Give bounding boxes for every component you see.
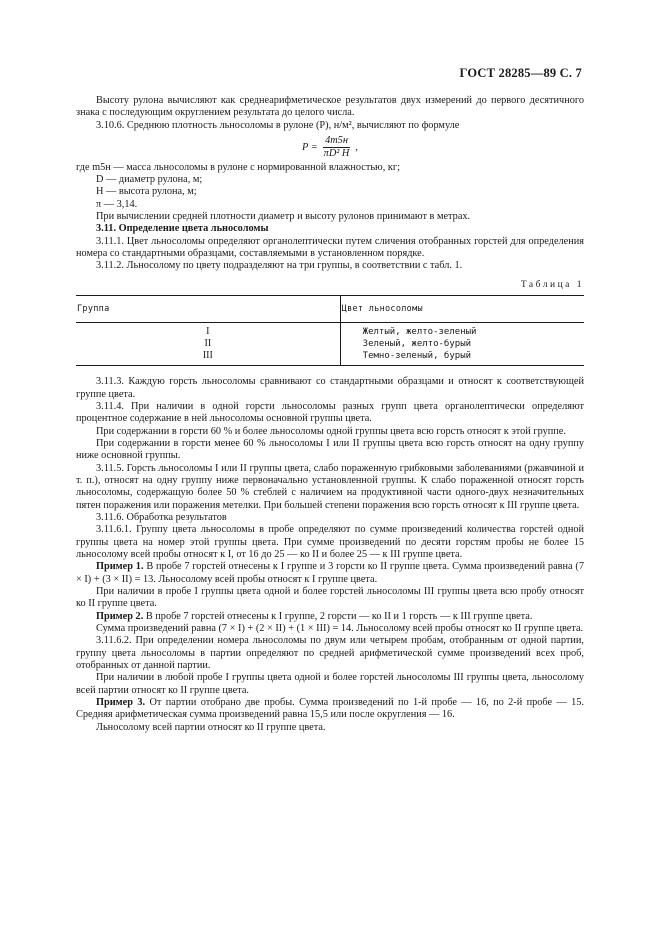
table-row — [76, 350, 584, 366]
definition-item: π — 3,14. — [96, 198, 138, 210]
example-3-label: Пример 3. — [96, 697, 146, 709]
example-1 — [76, 561, 584, 586]
example-3 — [76, 697, 584, 722]
example-2 — [76, 611, 584, 623]
paragraph-3-10-6: 3.10.6. Среднюю плотность льносоломы в рулоне (P), н/м², вычисляют по формуле — [96, 119, 460, 131]
formula-numerator: 4m5н — [323, 135, 350, 148]
table-caption: Таблица 1 — [520, 279, 584, 290]
example-2-label: Пример 2. — [96, 610, 144, 622]
paragraph-3-11-6-2: 3.11.6.2. При определении номера льносоломы по двум или четырем пробам, отобранным от одной партии, группу цвета льносоломы в партии определяют по средней арифметической сумме произведений всех проб, отобранных от данной партии. — [76, 635, 584, 672]
paragraph-3-11-6-1: 3.11.6.1. Группу цвета льносоломы в пробе определяют по сумме произведений количества горстей одной группы цвета на номер этой группы цвета. При сумме произведений по десяти горстям пробы не более 15 льносолому всей пробы относят к I, от 16 до 25 — ко II и более 25 — к III группе цвета. — [76, 524, 584, 560]
table-row — [76, 338, 584, 350]
definition-item: где m5н — масса льносоломы в рулоне с нормированной влажностью, кг; — [76, 161, 400, 173]
example-1-text: В пробе 7 горстей отнесены к I группе и 3 горсти ко II группе цвета. Сумма произведений равна (7 × I) + (3 × II) = 13. Льносолому всей пробы относят к I группе цвета. — [76, 561, 584, 585]
formula-fraction — [322, 135, 352, 161]
formula-denominator: πD² H — [323, 148, 350, 160]
table-cell-color: Зеленый, желто-бурый — [362, 339, 472, 350]
table-cell-group: I — [76, 323, 340, 339]
example-2-text: В пробе 7 горстей отнесены к I группе, 2 горсти — ко II и 1 горсть — к III группе цвета. — [143, 610, 533, 622]
example-1-label: Пример 1. — [96, 561, 144, 573]
paragraph-batch-rule: При наличии в любой пробе I группы цвета одной и более горстей льносоломы III группы цвета, льносолому всей партии относят ко II группе цвета. — [76, 672, 584, 696]
section-heading-3-11: 3.11. Определение цвета льносоломы — [96, 223, 269, 235]
definition-item: H — высота рулона, м; — [96, 186, 197, 198]
table-header-group: Группа — [76, 296, 340, 323]
formula-lhs: P = — [302, 141, 318, 153]
paragraph-less-60-percent: При содержании в горсти менее 60 % льносоломы I или II группы цвета всю горсть относят на одну группу ниже основной группы. — [76, 437, 584, 462]
table-row — [76, 323, 584, 339]
definition-item: D — диаметр рулона, м; — [96, 174, 203, 186]
paragraph-3-11-2: 3.11.2. Льносолому по цвету подразделяют на три группы, в соответствии с табл. 1. — [96, 260, 463, 272]
formula-definitions — [76, 162, 584, 211]
table-cell-group: III — [76, 350, 340, 366]
paragraph-final: Льносолому всей партии относят ко II группе цвета. — [96, 721, 326, 733]
paragraph-group-iii-rule: При наличии в пробе I группы цвета одной и более горстей льносоломы III группы цвета всю пробу относят ко II группе цвета. — [76, 586, 584, 610]
paragraph-3-11-6: 3.11.6. Обработка результатов — [96, 511, 227, 523]
paragraph-sum-14: Сумма произведений равна (7 × I) + (2 × II) + (1 × III) = 14. Льносолому всей пробы относят ко II группе цвета. — [96, 623, 584, 635]
table-cell-color: Темно-зеленый, бурый — [340, 350, 584, 366]
density-formula — [76, 135, 584, 161]
document-body — [76, 95, 584, 734]
paragraph-3-11-1: 3.11.1. Цвет льносоломы определяют органолептически путем сличения отобранных горстей для определения номера со стандартными образцами, составляемыми в установленном порядке. — [76, 235, 584, 260]
paragraph-3-11-5: 3.11.5. Горсть льносоломы I или II группы цвета, слабо пораженную грибковыми заболеваниями (ржавчиной и т. п.), относят на одну группу ниже первоначально установленной группы. К слабо пораженной относят горсть льносоломы, содержащую более 50 % стеблей с наличием на продуктивной части одного-двух незначительных пятен поражения или поражения метелки. При большей степени поражения всю горсть относят к III группе цвета. — [76, 462, 584, 511]
table-cell-group: II — [76, 338, 340, 350]
page-header: ГОСТ 28285—89 С. 7 — [459, 66, 582, 80]
paragraph-60-percent: При содержании в горсти 60 % и более льносоломы одной группы цвета всю горсть относят к этой группе. — [96, 425, 566, 437]
color-groups-table — [76, 295, 584, 366]
paragraph-units-note: При вычислении средней плотности диаметр и высоту рулонов принимают в метрах. — [96, 211, 471, 223]
table-cell-color: Желтый, желто-зеленый — [362, 327, 477, 338]
formula-tail: , — [355, 141, 358, 153]
paragraph-3-11-4: 3.11.4. При наличии в одной горсти льносоломы разных групп цвета органолептически определяют процентное содержание в ней льносоломы основной группы цвета. — [76, 400, 584, 425]
table-header-color: Цвет льносоломы — [340, 296, 584, 323]
example-3-text: От партии отобрано две пробы. Сумма произведений по 1-й пробе — 16, по 2-й пробе — 15. Средняя арифметическая сумма произведений равна 15,5 или после округления — 16. — [76, 697, 585, 721]
paragraph-3-11-3: 3.11.3. Каждую горсть льносоломы сравнивают со стандартными образцами и относят к соответствующей группе цвета. — [76, 376, 584, 400]
paragraph-roll-height: Высоту рулона вычисляют как среднеарифметическое результатов двух измерений до первого десятичного знака с последующим округлением результата до целого числа. — [76, 95, 584, 119]
